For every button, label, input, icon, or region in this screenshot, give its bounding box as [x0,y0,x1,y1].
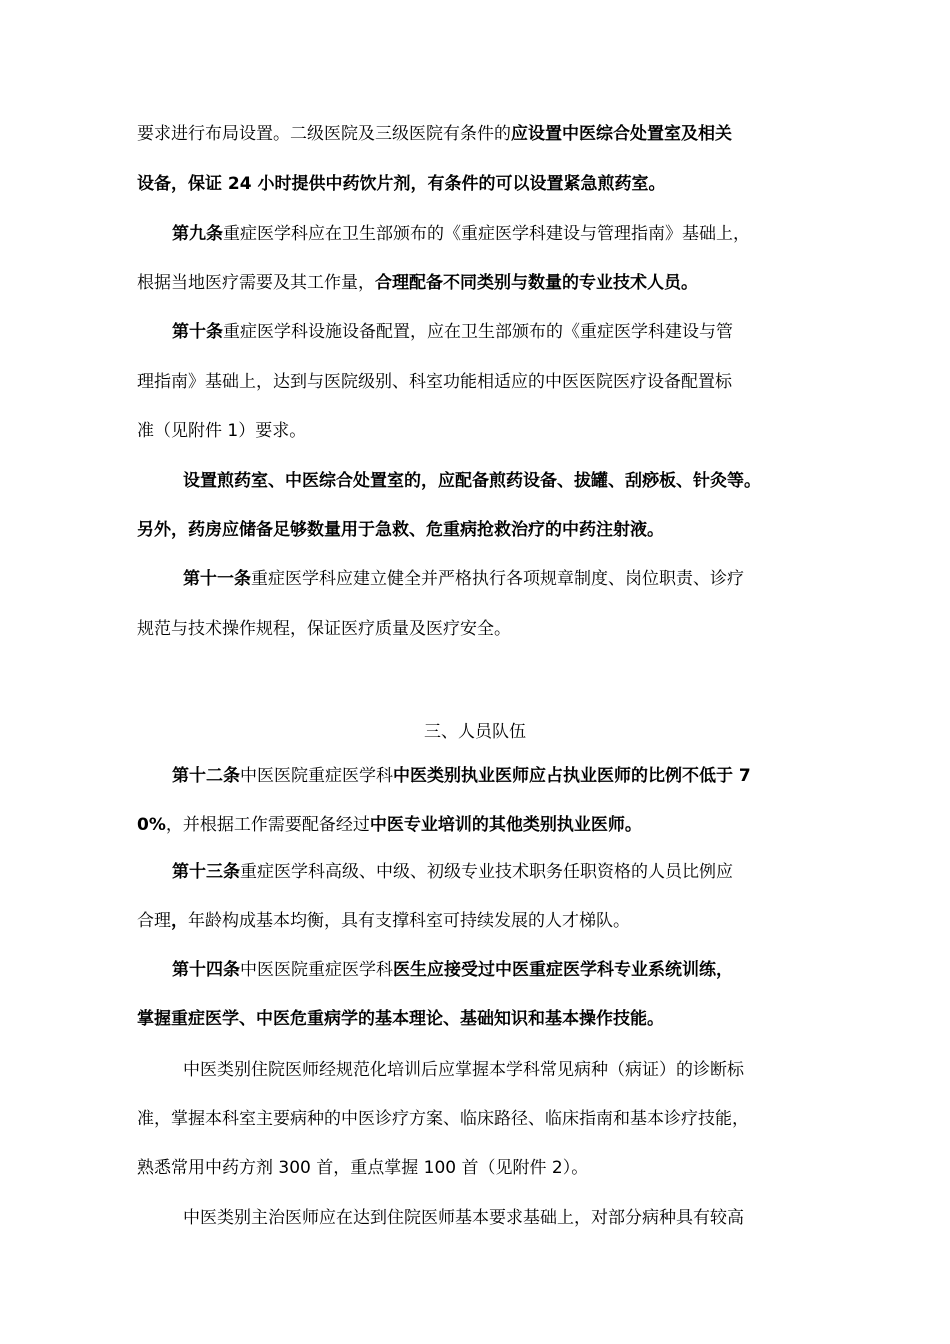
paragraph-line [137,813,642,837]
paragraph-line [137,271,698,295]
text-run: 理指南》基础上，达到与医院级别、科室功能相适应的中医医院医疗设备配置标 [137,372,732,392]
text-run: 规范与技术操作规程，保证医疗质量及医疗安全。 [137,619,511,639]
bold-text: 中医专业培训的其他类别执业医师。 [369,815,642,835]
article-14-line [172,958,733,982]
article-13-line [172,860,733,884]
paragraph-line [183,1058,744,1082]
text-run: 重症医学科应建立健全并严格执行各项规章制度、岗位职责、诊疗 [251,569,744,589]
article-9-line [172,222,750,246]
bold-text: 应设置中医综合处置室及相关 [511,124,732,144]
article-11-line [183,567,744,591]
text-run: 准（见附件 1）要求。 [137,421,307,441]
bold-text: 第十条 [172,322,223,342]
paragraph-line [137,1107,749,1131]
text-run: 合理 [137,911,171,931]
bold-text: 另外，药房应储备足够数量用于急救、危重病抢救治疗的中药注射液。 [137,520,664,540]
bold-text: 0% [137,815,166,835]
bold-text: 第十二条 [172,766,240,786]
article-12-line [172,764,751,788]
bold-text: 掌握重症医学、中医危重病学的基本理论、基础知识和基本操作技能。 [137,1009,664,1029]
bold-text: 中医类别执业医师应占执业医师的比例不低于 7 [393,766,751,786]
bold-text: 第十四条 [172,960,240,980]
bold-text: 第十一条 [183,569,251,589]
text-run: 根据当地医疗需要及其工作量， [137,273,375,293]
paragraph-line [137,1007,664,1031]
text-run: 中医类别住院医师经规范化培训后应掌握本学科常见病种（病证）的诊断标 [183,1060,744,1080]
text-run: 要求进行布局设置。二级医院及三级医院有条件的 [137,124,511,144]
text-run: 重症医学科高级、中级、初级专业技术职务任职资格的人员比例应 [240,862,733,882]
text-run: 熟悉常用中药方剂 300 首，重点掌握 100 首（见附件 2）。 [137,1158,589,1178]
text-run: 年龄构成基本均衡，具有支撑科室可持续发展的人才梯队。 [188,911,630,931]
bold-text: ， [171,911,188,931]
paragraph-line [183,1206,744,1230]
bold-text: 设备，保证 24 小时提供中药饮片剂，有条件的可以设置紧急煎药室。 [137,174,666,194]
text-run: 三、人员队伍 [424,722,526,742]
bold-text: 合理配备不同类别与数量的专业技术人员。 [375,273,698,293]
bold-text: 设置煎药室、中医综合处置室的，应配备煎药设备、拔罐、刮痧板、针灸等。 [183,471,761,491]
text-run: 重症医学科设施设备配置，应在卫生部颁布的《重症医学科建设与管 [223,322,733,342]
bold-text: 第九条 [172,224,223,244]
paragraph-line [137,1156,588,1180]
text-run: 准，掌握本科室主要病种的中医诊疗方案、临床路径、临床指南和基本诊疗技能， [137,1109,749,1129]
section-heading [0,720,950,744]
paragraph-line [137,518,664,542]
bold-text: 医生应接受过中医重症医学科专业系统训练， [393,960,733,980]
paragraph-line [137,617,511,641]
text-run: 中医医院重症医学科 [240,960,393,980]
text-run: 重症医学科应在卫生部颁布的《重症医学科建设与管理指南》基础上， [223,224,750,244]
bold-text: 第十三条 [172,862,240,882]
text-run: ，并根据工作需要配备经过 [165,815,370,835]
paragraph-line [137,419,306,443]
article-10-line [172,320,733,344]
paragraph-line [137,122,732,146]
paragraph-line [137,909,630,933]
paragraph-line [137,370,732,394]
text-run: 中医类别主治医师应在达到住院医师基本要求基础上，对部分病种具有较高 [183,1208,744,1228]
paragraph-line [137,172,666,196]
text-run: 中医医院重症医学科 [240,766,393,786]
paragraph-line [183,469,761,493]
